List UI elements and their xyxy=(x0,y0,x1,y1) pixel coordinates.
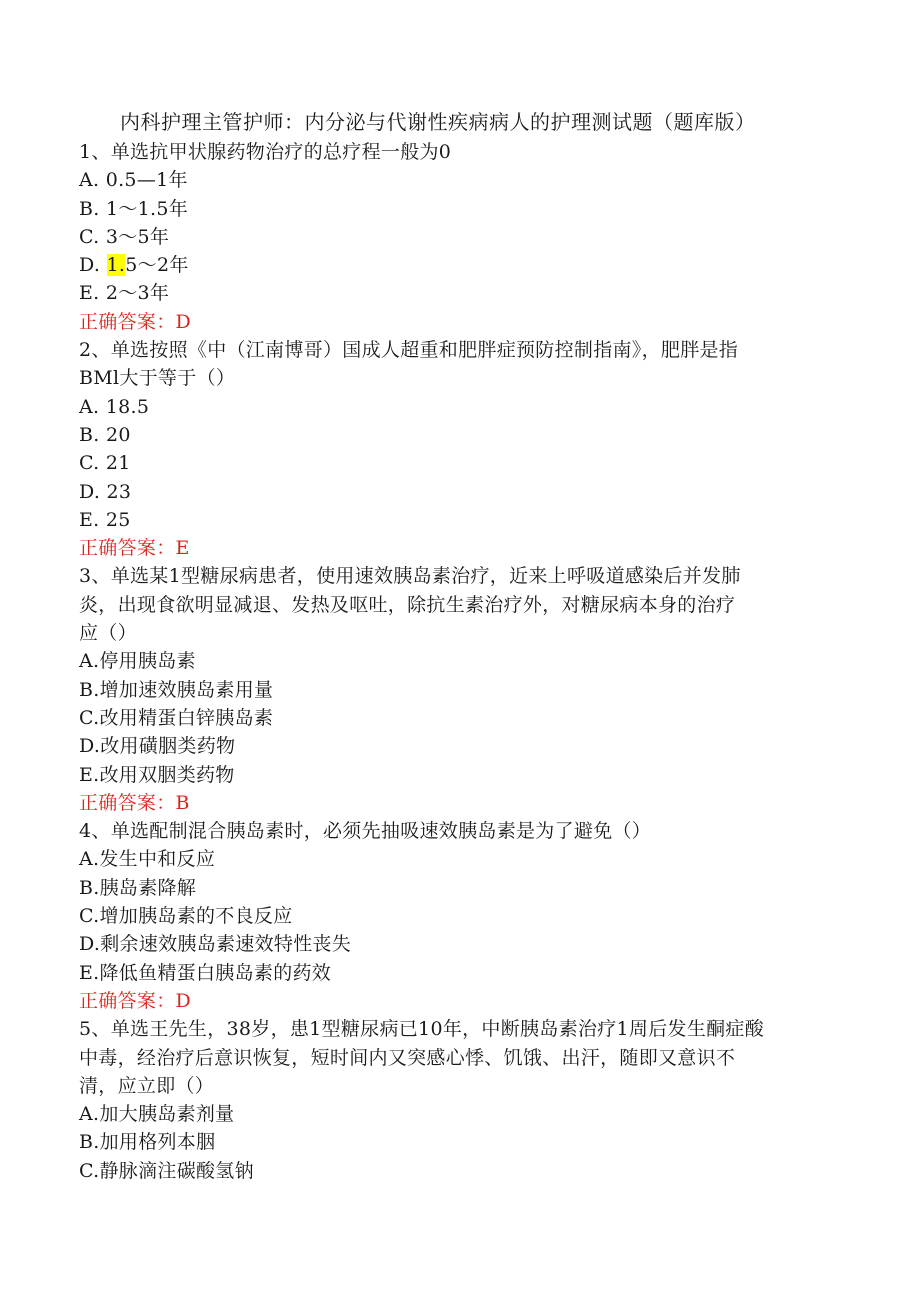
question-stem-cont: 清，应立即（） xyxy=(79,1074,215,1097)
question-stem: 3、单选某1型糖尿病患者，使用速效胰岛素治疗，近来上呼吸道感染后并发肺 xyxy=(79,565,741,588)
question-stem-cont: 应（） xyxy=(79,622,137,645)
option-c: C. 3～5年 xyxy=(79,225,170,248)
option-a: A. 18.5 xyxy=(79,395,150,418)
question-4 xyxy=(79,817,839,1015)
option-d-rest: 5～2年 xyxy=(125,254,189,277)
option-b: B.加用格列本胭 xyxy=(79,1131,216,1154)
highlighted-text: 1. xyxy=(106,254,126,277)
option-d: D. 23 xyxy=(79,480,132,503)
option-b: B.胰岛素降解 xyxy=(79,876,197,899)
option-c: C.改用精蛋白锌胰岛素 xyxy=(79,706,274,729)
option-e: E.改用双胭类药物 xyxy=(79,763,235,786)
correct-answer: 正确答案：E xyxy=(79,537,190,560)
option-b: B. 1～1.5年 xyxy=(79,197,189,220)
option-d: D.改用磺胭类药物 xyxy=(79,735,236,758)
correct-answer: 正确答案：D xyxy=(79,310,192,333)
question-stem: 1、单选抗甲状腺药物治疗的总疗程一般为0 xyxy=(79,141,452,163)
question-stem-cont: BMl大于等于（） xyxy=(79,367,236,390)
correct-answer: 正确答案：B xyxy=(79,791,190,814)
option-a: A.发生中和反应 xyxy=(79,848,216,871)
option-e: E. 2～3年 xyxy=(79,282,170,305)
document-title: 内科护理主管护师：内分泌与代谢性疾病病人的护理测试题（题库版） xyxy=(120,110,756,134)
option-d: D.剩余速效胰岛素速效特性丧失 xyxy=(79,933,352,956)
question-2 xyxy=(79,336,839,562)
question-stem: 2、单选按照《中（江南博哥）国成人超重和肥胖症预防控制指南》，肥胖是指 xyxy=(79,339,739,362)
option-c: C. 21 xyxy=(79,452,131,475)
option-b: B.增加速效胰岛素用量 xyxy=(79,678,274,701)
option-e: E.降低鱼精蛋白胰岛素的药效 xyxy=(79,961,332,984)
option-e: E. 25 xyxy=(79,508,131,531)
question-3 xyxy=(79,562,839,817)
question-stem: 4、单选配制混合胰岛素时，必须先抽吸速效胰岛素是为了避免（） xyxy=(79,820,652,843)
question-list xyxy=(79,138,839,1185)
option-b: B. 20 xyxy=(79,423,131,446)
option-a: A. 0.5—1年 xyxy=(79,169,188,192)
question-stem: 5、单选王先生，38岁，患1型糖尿病已10年，中断胰岛素治疗1周后发生酮症酸 xyxy=(79,1018,765,1041)
option-c: C.静脉滴注碳酸氢钠 xyxy=(79,1159,254,1182)
question-stem-cont: 中毒，经治疗后意识恢复，短时间内又突感心悸、饥饿、出汗，随即又意识不 xyxy=(79,1046,736,1069)
option-c: C.增加胰岛素的不良反应 xyxy=(79,905,293,928)
option-a: A.停用胰岛素 xyxy=(79,650,196,673)
question-stem-cont: 炎，出现食欲明显减退、发热及呕吐，除抗生素治疗外，对糖尿病本身的治疗 xyxy=(79,593,736,616)
option-d-prefix: D. xyxy=(79,254,107,277)
question-5 xyxy=(79,1015,839,1185)
correct-answer: 正确答案：D xyxy=(79,989,192,1012)
option-a: A.加大胰岛素剂量 xyxy=(79,1103,235,1126)
question-1 xyxy=(79,138,839,336)
option-d xyxy=(79,251,839,279)
